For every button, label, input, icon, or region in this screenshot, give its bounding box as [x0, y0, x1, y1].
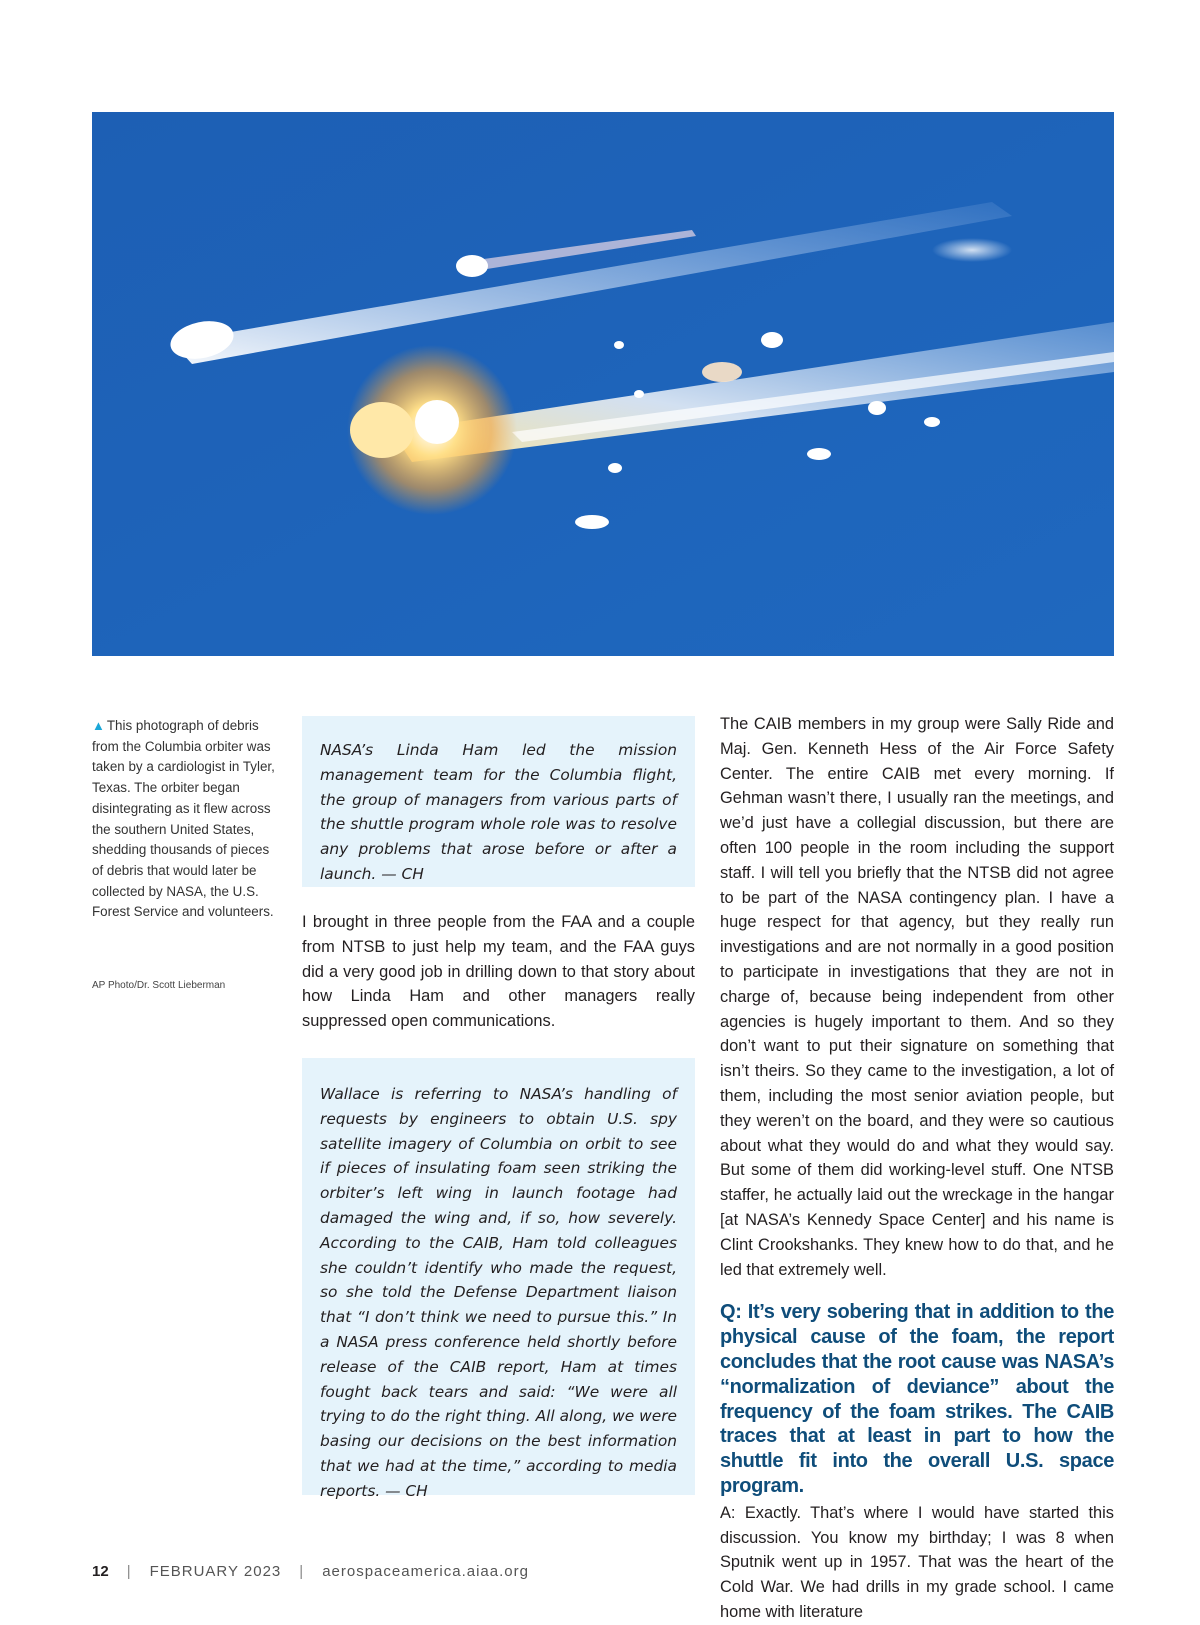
right-column: [720, 712, 1114, 1625]
right-paragraph: The CAIB members in my group were Sally Ride and Maj. Gen. Kenneth Hess of the Air Force Safety Center. The entire CAIB met every morning. If Gehman wasn’t there, I usually ran the meetings, and we’d just have a collegial discussion, but there are often 100 people in the room including the support staff. I will tell you briefly that the NTSB did not agree to be part of the NASA contingency plan. I have a huge respect for that agency, but they really run investigations and are not normally in a good position to participate in investigations that they are not in charge of, because being independent from other agencies is hugely important to them. And so they don’t want to put their signature on something that isn’t theirs. So they came to the investigation, a lot of them, including the most senior aviation people, but they weren’t on the board, and they were so cautious about what they would do and what they would say. But some of them did working-level stuff. One NTSB staffer, he actually laid out the wreckage in the hangar [at NASA’s Kennedy Space Center] and his name is Clint Crookshanks. They knew how to do that, and he led that extremely well.: [720, 715, 1114, 1279]
caption-text: This photograph of debris from the Columbia orbiter was taken by a cardiologist in Tyler, Texas. The orbiter began disintegrating as it flew across the southern United States, shedding thousands of pieces of debris that would later be collected by NASA, the U.S. Forest Service and volunteers.: [92, 718, 275, 920]
footer-separator: |: [126, 1563, 132, 1580]
debris-photo-illustration: [92, 112, 1114, 656]
debris-photo: [92, 112, 1114, 656]
triangle-up-icon: ▲: [92, 718, 105, 733]
photo-credit: AP Photo/Dr. Scott Lieberman: [92, 980, 226, 991]
page-footer: [92, 1563, 529, 1580]
middle-paragraph: I brought in three people from the FAA and a couple from NTSB to just help my team, and the FAA guys did a very good job in drilling down to that story about how Linda Ham and other managers really suppressed open communications.: [302, 913, 695, 1031]
interview-answer: A: Exactly. That’s where I would have started this discussion. You know my birthday; I was 8 when Sputnik went up in 1957. That was the heart of the Cold War. We had drills in my grade school. I came home with literature: [720, 1503, 1114, 1621]
editor-note-1-text: NASA’s Linda Ham led the mission management team for the Columbia flight, the group of managers from various parts of the shuttle program whole role was to resolve any problems that arose before or after a launch. — CH: [320, 741, 677, 883]
issue-date: FEBRUARY 2023: [149, 1563, 282, 1580]
editor-note-2-text: Wallace is referring to NASA’s handling of requests by engineers to obtain U.S. spy satellite imagery of Columbia on orbit to see if pieces of insulating foam seen striking the orbiter’s left wing in launch footage had damaged the wing and, if so, how severely. According to the CAIB, Ham told colleagues she couldn’t identify who made the request, so she told the Defense Department liaison that “I don’t think we need to pursue this.” In a NASA press conference held shortly before release of the CAIB report, Ham at times fought back tears and said: “We were all trying to do the right thing. All along, we were basing our decisions on the best information that we had at the time,” according to media reports. — CH: [320, 1085, 677, 1500]
editor-note-box-1: [302, 716, 695, 887]
photo-caption: [92, 716, 276, 923]
interview-question: Q: It’s very sobering that in addition to the physical cause of the foam, the report concludes that the root cause was NASA’s “normalization of deviance” about the frequency of the foam strikes. The CAIB traces that at least in part to how the shuttle fit into the overall U.S. space program.: [720, 1301, 1114, 1497]
page-number: 12: [92, 1563, 109, 1580]
editor-note-box-2: [302, 1058, 695, 1500]
footer-separator: |: [299, 1563, 305, 1580]
site-url[interactable]: aerospaceamerica.aiaa.org: [322, 1563, 529, 1580]
